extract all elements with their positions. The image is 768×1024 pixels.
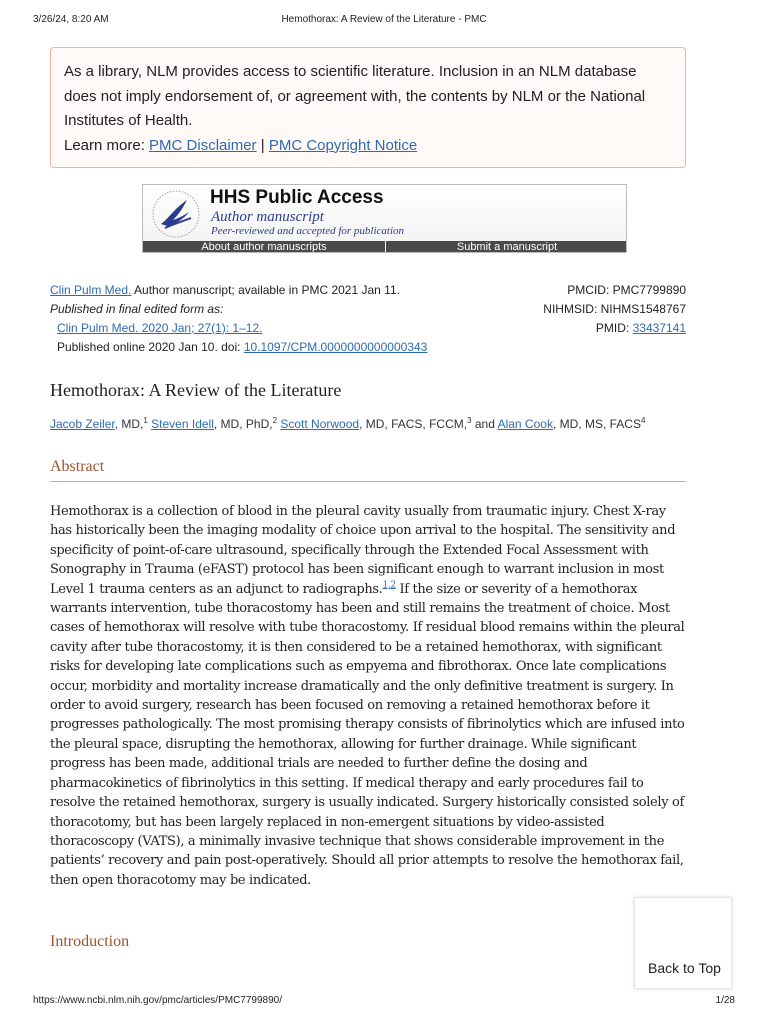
notice-learn-more: [64, 134, 672, 159]
reference-link[interactable]: 1,2: [382, 580, 396, 591]
author-affiliation-sup: 4: [640, 416, 646, 425]
print-page-title: Hemothorax: A Review of the Literature - PMC: [281, 14, 487, 25]
published-online-text: Published online 2020 Jan 10. doi:: [57, 340, 241, 354]
author-degrees: , MD, FACS, FCCM,: [359, 417, 468, 431]
author-link[interactable]: Scott Norwood: [280, 417, 360, 431]
hhs-tagline: Peer-reviewed and accepted for publication: [211, 225, 405, 237]
author-affiliation-sup: 2: [272, 416, 278, 425]
journal-link[interactable]: Clin Pulm Med.: [50, 283, 132, 297]
pmcid: PMCID: PMC7799890: [567, 283, 686, 297]
print-datetime: 3/26/24, 8:20 AM: [33, 14, 109, 25]
print-url: https://www.ncbi.nlm.nih.gov/pmc/articles/PMC7799890/: [33, 995, 282, 1006]
about-author-manuscripts-link[interactable]: About author manuscripts: [143, 241, 385, 253]
hhs-eagle-logo-icon: [149, 188, 204, 240]
pmid-label: PMID:: [595, 321, 630, 335]
hhs-public-access-banner: [142, 184, 627, 253]
abstract-divider: [50, 481, 686, 482]
article-title: Hemothorax: A Review of the Literature: [50, 380, 342, 400]
published-label: Published in final edited form as:: [50, 302, 224, 316]
introduction-heading: Introduction: [50, 933, 130, 950]
abstract-text-part2: If the size or severity of a hemothorax warrants intervention, tube thoracostomy has been and still remains the treatment of choice. Most cases of hemothorax will resolve with tube thoracostomy. If residual blood remains within the pleural cavity after tube thoracostomy, it is then considered to be a retained hemothorax, with significant risks for developing late complications such as empyema and fibrothorax. Once late complications occur, morbidity and mortality increase dramatically and the only definitive treatment is surgery. In order to avoid surgery, research has been focused on removing a retained hemothorax before it progresses pathologically. The most promising therapy consists of fibrinolytics which are infused into the pleural space, disrupting the hemothorax, allowing for further drainage. While significant progress has been made, additional trials are needed to further define the dosing and pharmacokinetics of fibrinolytics in this setting. If medical therapy and early procedures fail to resolve the retained hemothorax, surgery is usually indicated. Surgery historically consisted solely of thoracotomy, but has been largely replaced in non-emergent situations by video-assisted thoracoscopy (VATS), a minimally invasive technique that shows considerable improvement in the patients’ recovery and pain post-operatively. Should all prior attempts to resolve the hemothorax fail, then open thoracotomy may be indicated.: [50, 581, 685, 888]
learn-more-label: Learn more:: [64, 136, 145, 154]
pmid-link[interactable]: 33437141: [632, 321, 686, 335]
author-degrees: , MD,: [114, 417, 144, 431]
author-conjunction: and: [474, 417, 495, 431]
citation-line: [50, 283, 400, 297]
doi-link[interactable]: 10.1097/CPM.0000000000000343: [243, 340, 428, 354]
abstract-text: [50, 502, 690, 890]
author-affiliation-sup: 3: [467, 416, 472, 425]
abstract-text-part1: Hemothorax is a collection of blood in the pleural cavity usually from traumatic injury. Chest X-ray has historically been the imaging modality of choice upon arrival to the hospital. The sensitivity and specificity of point-of-care ultrasound, specifically through the Extended Focal Assessment with Sonography in Trauma (eFAST) protocol has been significant enough to warrant inclusion in most Level 1 trauma centers as an adjunct to radiographs.: [50, 504, 676, 597]
pmc-copyright-link[interactable]: PMC Copyright Notice: [268, 136, 418, 154]
hhs-title: HHS Public Access: [210, 187, 384, 208]
final-form-link[interactable]: Clin Pulm Med. 2020 Jan; 27(1): 1–12.: [57, 321, 263, 335]
nlm-disclaimer-notice: [50, 47, 686, 168]
nihmsid: NIHMSID: NIHMS1548767: [543, 302, 686, 316]
link-separator: |: [260, 136, 265, 154]
author-list: [50, 416, 645, 431]
author-link[interactable]: Alan Cook: [497, 417, 553, 431]
print-page-number: 1/28: [715, 995, 735, 1006]
back-to-top-label: Back to Top: [648, 960, 721, 976]
availability-text: Author manuscript; available in PMC 2021 Jan 11.: [134, 283, 400, 297]
hhs-subtitle: Author manuscript: [211, 209, 324, 225]
author-degrees: , MD, MS, FACS: [552, 417, 641, 431]
back-to-top-button[interactable]: [634, 897, 732, 989]
author-affiliation-sup: 1: [143, 416, 148, 425]
author-link[interactable]: Steven Idell: [151, 417, 214, 431]
pmid-line: [596, 321, 686, 335]
author-link[interactable]: Jacob Zeiler: [50, 417, 115, 431]
pmc-disclaimer-link[interactable]: PMC Disclaimer: [149, 136, 257, 154]
submit-manuscript-link[interactable]: Submit a manuscript: [385, 241, 627, 253]
abstract-heading: Abstract: [50, 458, 105, 475]
author-degrees: , MD, PhD,: [213, 417, 273, 431]
final-form-line: [57, 321, 262, 335]
hhs-link-bar: [143, 241, 627, 253]
notice-text: As a library, NLM provides access to scientific literature. Inclusion in an NLM database does not imply endorsement of, or agreement with, the contents by NLM or the National Institutes of Health.: [64, 63, 646, 129]
published-online-line: [57, 340, 427, 354]
